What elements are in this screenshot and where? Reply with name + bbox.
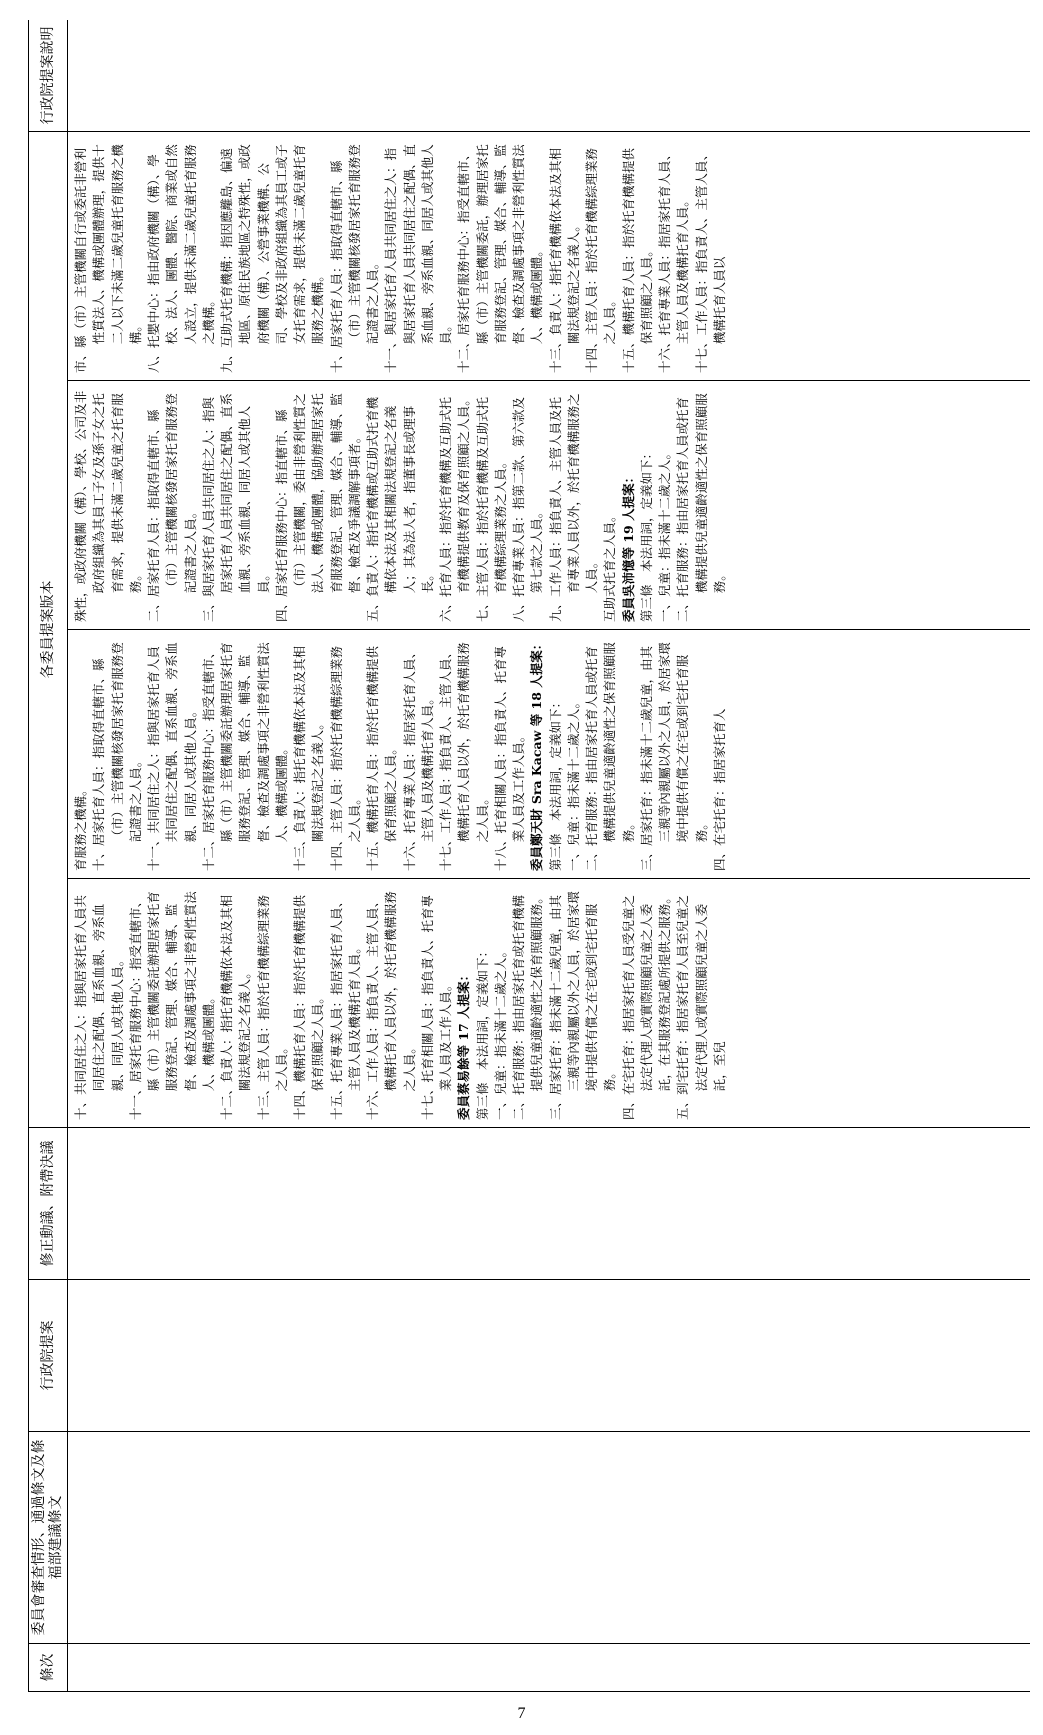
cell-committee-review <box>68 1432 1031 1644</box>
bill-clause: 二、托育服務：指由居家托育或托育機構提供兒童適齡適性之保育照顧服務。 <box>511 891 545 1120</box>
bill-clause: 十一、與居家托育人員共同居住之人：指與居家托育人員共同居住之配偶、直系血親、旁系血親、同居人或其他人員。 <box>383 144 453 373</box>
bill-clause: 十、居家托育人員：指取得直轄市、縣（市）主管機關核發居家托育服務登記證書之人員。 <box>328 144 380 373</box>
bill-clause: 十二、居家托育服務中心：指受直轄市、縣（市）主管機關委託辦理居家托育服務登記、管理、媒合、輔導、監督、檢查及調處事項之非營利性質法人、機構或團體。 <box>200 642 289 871</box>
cell-article <box>68 1644 1031 1692</box>
bill-clause: 十六、托育專業人員：指居家托育人員、主管人員及機構托育人員。 <box>401 645 435 871</box>
bill-clause: 五、負責人：指托育機構或互助式托育機構依本法及其相關法規登記之名義人；其為法人者，指董事長或理事長。 <box>365 396 435 622</box>
header-executive-bill: 行政院提案 <box>29 1280 68 1432</box>
bill-clause: 十七、工作人員：指負責人、主管人員、機構托育人員以 <box>693 147 727 373</box>
bill-clause: 十三、主管人員：指於托育機構綜理業務之人員。 <box>255 894 289 1120</box>
bill-clause: 十七、工作人員：指負責人、主管人員、機構托育人員以外，於托育機構服務之人員。 <box>438 642 490 871</box>
bill-proposer-heading: 委員吳沛憶等 19 人提案： <box>620 470 636 622</box>
bill-clause: 二、托育服務：指由居家托育人員或托育機構提供兒童適齡適性之保育照顧服務。 <box>584 642 636 871</box>
bill-clause: 十三、負責人：指托育機構依本法及其相關法規登記之名義人。 <box>547 147 581 373</box>
bill-clause: 十三、負責人：指托育機構依本法及其相關法規登記之名義人。 <box>292 645 326 871</box>
cell-executive-bill <box>68 1280 1031 1432</box>
bill-clause: 二、居家托育人員：指取得直轄市、縣（市）主管機關核發居家托育服務登記證書之人員。 <box>146 393 198 622</box>
header-article: 條次 <box>29 1644 68 1692</box>
member-bill-column <box>68 380 1030 629</box>
bill-proposer-heading: 委員鄭天財 Sra Kacaw 等 18 人提案： <box>529 637 545 871</box>
member-bill-column <box>68 132 1030 380</box>
header-row <box>29 20 68 1692</box>
bill-clause: 四、居家托育服務中心：指直轄市、縣（市）主管機關，委由非營利性質之法人、機構或團體，協助辦理居家托育服務登記、管理、媒合、輔導、監督、檢查及爭議調解事項者。 <box>273 393 362 622</box>
member-bill-column <box>68 629 1030 878</box>
bill-clause: 十四、機構托育人員：指於托育機構提供保育照顧之人員。 <box>292 894 326 1120</box>
bill-clause: 四、在宅托育：指居家托育人 <box>711 708 727 871</box>
bill-clause: 十一、共同居住之人：指與居家托育人員共同居住之配偶、直系血親、旁系血親、同居人或其他人員。 <box>146 642 198 871</box>
bill-clause: 互助式托育之人員。 <box>602 509 618 622</box>
bill-clause: 三、居家托育：指未滿十二歲兒童，由其三親等內親屬以外之人員，於居家環境中提供有償之在宅或到宅托育服務。 <box>547 891 618 1120</box>
bill-clause: 十八、托育相關人員：指負責人、托育專業人員及工作人員。 <box>492 645 526 871</box>
bill-clause: 第三條 本法用詞，定義如下： <box>638 446 654 622</box>
bill-clause: 殊性，或政府機關（構）、學校、公司及非政府組織為其員工子女及孫子女之托育需求，提供未滿二歲兒童之托育服務。 <box>73 390 143 622</box>
bill-comparison-table <box>28 20 1030 1692</box>
bill-clause: 八、托嬰中心：指由政府機關（構）、學校、法人、團體、醫院、商業或自然人設立，提供未滿二歲兒童托育服務之機構。 <box>146 144 216 373</box>
bill-clause: 十二、居家托育服務中心：指受直轄市、縣（市）主管機關委託，辦理居家托育服務登記、管理、媒合、輔導、監督、檢查及調處事項之非營利性質法人、機構或團體。 <box>456 144 545 373</box>
bill-clause: 一、兒童：指未滿十二歲之人。 <box>492 944 508 1120</box>
bill-proposer-heading: 委員蔡易餘等 17 人提案： <box>456 968 472 1120</box>
header-committee-review: 委員會審查情形、通過條文及條福部建議條文 <box>29 1432 68 1644</box>
header-amendment: 修正動議、附帶決議 <box>29 1128 68 1280</box>
bill-clause: 市、縣（市）主管機關自行或委託非營利性質法人、機構或團體辦理，提供十二人以下未滿二歲兒童托育服務之機構。 <box>73 144 143 373</box>
bill-clause: 十一、居家托育服務中心：指受直轄市、縣（市）主管機關委託辦理居家托育服務登記、管理、媒合、輔導、監督、檢查及調處事項之非營利性質法人、機構或團體。 <box>127 891 216 1120</box>
bill-clause: 十五、托育專業人員：指居家托育人員、主管人員及機構托育人員。 <box>328 894 362 1120</box>
rotated-table-sheet <box>28 20 1030 1692</box>
cell-member-bills <box>68 132 1031 1128</box>
bill-clause: 五、到宅托育：指居家托育人員至兒童之法定代理人或實際照顧兒童之人委託，至兒 <box>675 894 727 1120</box>
bill-clause: 十四、主管人員：指於托育機構綜理業務之人員。 <box>328 645 362 871</box>
bill-clause: 第三條 本法用詞，定義如下： <box>547 695 563 871</box>
header-executive-explanation: 行政院提案說明 <box>29 20 68 132</box>
bill-clause: 十七、托育相關人員：指負責人、托育專業人員及工作人員。 <box>419 894 453 1120</box>
bill-clause: 三、與居家托育人員共同居住之人：指與居家托育人員共同居住之配偶、直系血親、旁系血親、同居人或其他人員。 <box>200 393 271 622</box>
bill-clause: 十、居家托育人員：指取得直轄市、縣（市）主管機關核發居家托育服務登記證書之人員。 <box>91 642 143 871</box>
bill-clause: 一、兒童：指未滿十二歲之人。 <box>565 695 581 871</box>
bill-clause: 十六、托育專業人員：指居家托育人員、主管人員及機構托育人員。 <box>657 147 691 373</box>
bill-clause: 二、托育服務：指由居家托育人員或托育機構提供兒童適齡適性之保育照顧服務。 <box>675 393 727 622</box>
member-bills-columns <box>68 132 1030 1127</box>
bill-clause: 三、居家托育：指未滿十二歲兒童，由其三親等內親屬以外之人員，於居家環境中提供有償之在宅或到宅托育服務。 <box>638 642 709 871</box>
page-number: 7 <box>517 1705 526 1722</box>
bill-clause: 十四、主管人員：指於托育機構綜理業務之人員。 <box>584 147 618 373</box>
bill-clause: 十五、機構托育人員：指於托育機構提供保育照顧之人員。 <box>365 645 399 871</box>
bill-clause: 一、兒童：指未滿十二歲之人。 <box>657 446 672 622</box>
bill-clause: 十二、負責人：指托育機構依本法及其相關法規登記之名義人。 <box>219 894 253 1120</box>
bill-clause: 四、在宅托育：指居家托育人員受兒童之法定代理人或實際照顧兒童之人委託，在其服務登記處所提供之服務。 <box>620 891 672 1120</box>
header-member-bills: 各委員提案版本 <box>29 132 68 1128</box>
bill-clause: 十五、機構托育人員：指於托育機構提供保育照顧之人員。 <box>620 147 654 373</box>
rotated-table-frame <box>28 20 1030 1692</box>
bill-clause: 八、托育專業人員：指第二款、第六款及第七款之人員。 <box>511 396 545 622</box>
content-row <box>68 20 1031 1692</box>
bill-clause: 第三條 本法用詞，定義如下： <box>474 944 490 1120</box>
cell-amendment <box>68 1128 1031 1280</box>
bill-clause: 九、工作人員：指負責人、主管人員及托育專業人員以外，於托育機構服務之人員。 <box>547 393 599 622</box>
bill-clause: 十六、工作人員：指負責人、主管人員、機構托育人員以外，於托育機構服務之人員。 <box>365 891 417 1120</box>
bill-clause: 十、共同居住之人：指與居家托育人員共同居住之配偶、直系血親、旁系血親、同居人或其他人員。 <box>73 894 125 1120</box>
bill-clause: 六、托育人員：指於托育機構及互助式托育機構提供教育及保育照顧之人員。 <box>438 393 472 622</box>
cell-executive-explanation <box>68 20 1031 132</box>
bill-clause: 育服務之機構。 <box>73 783 88 871</box>
bill-clause: 七、主管人員：指於托育機構及互助式托育機構綜理業務之人員。 <box>474 396 508 622</box>
member-bill-column <box>68 878 1030 1127</box>
bill-clause: 九、互助式托育機構：指因應離島、偏遠地區、原住民族地區之特殊性，或政府機關（構）、公營事業機構、公司、學校及非政府組織為其員工或子女托育需求，提供未滿二歲兒童托育服務之機構。 <box>219 144 326 373</box>
